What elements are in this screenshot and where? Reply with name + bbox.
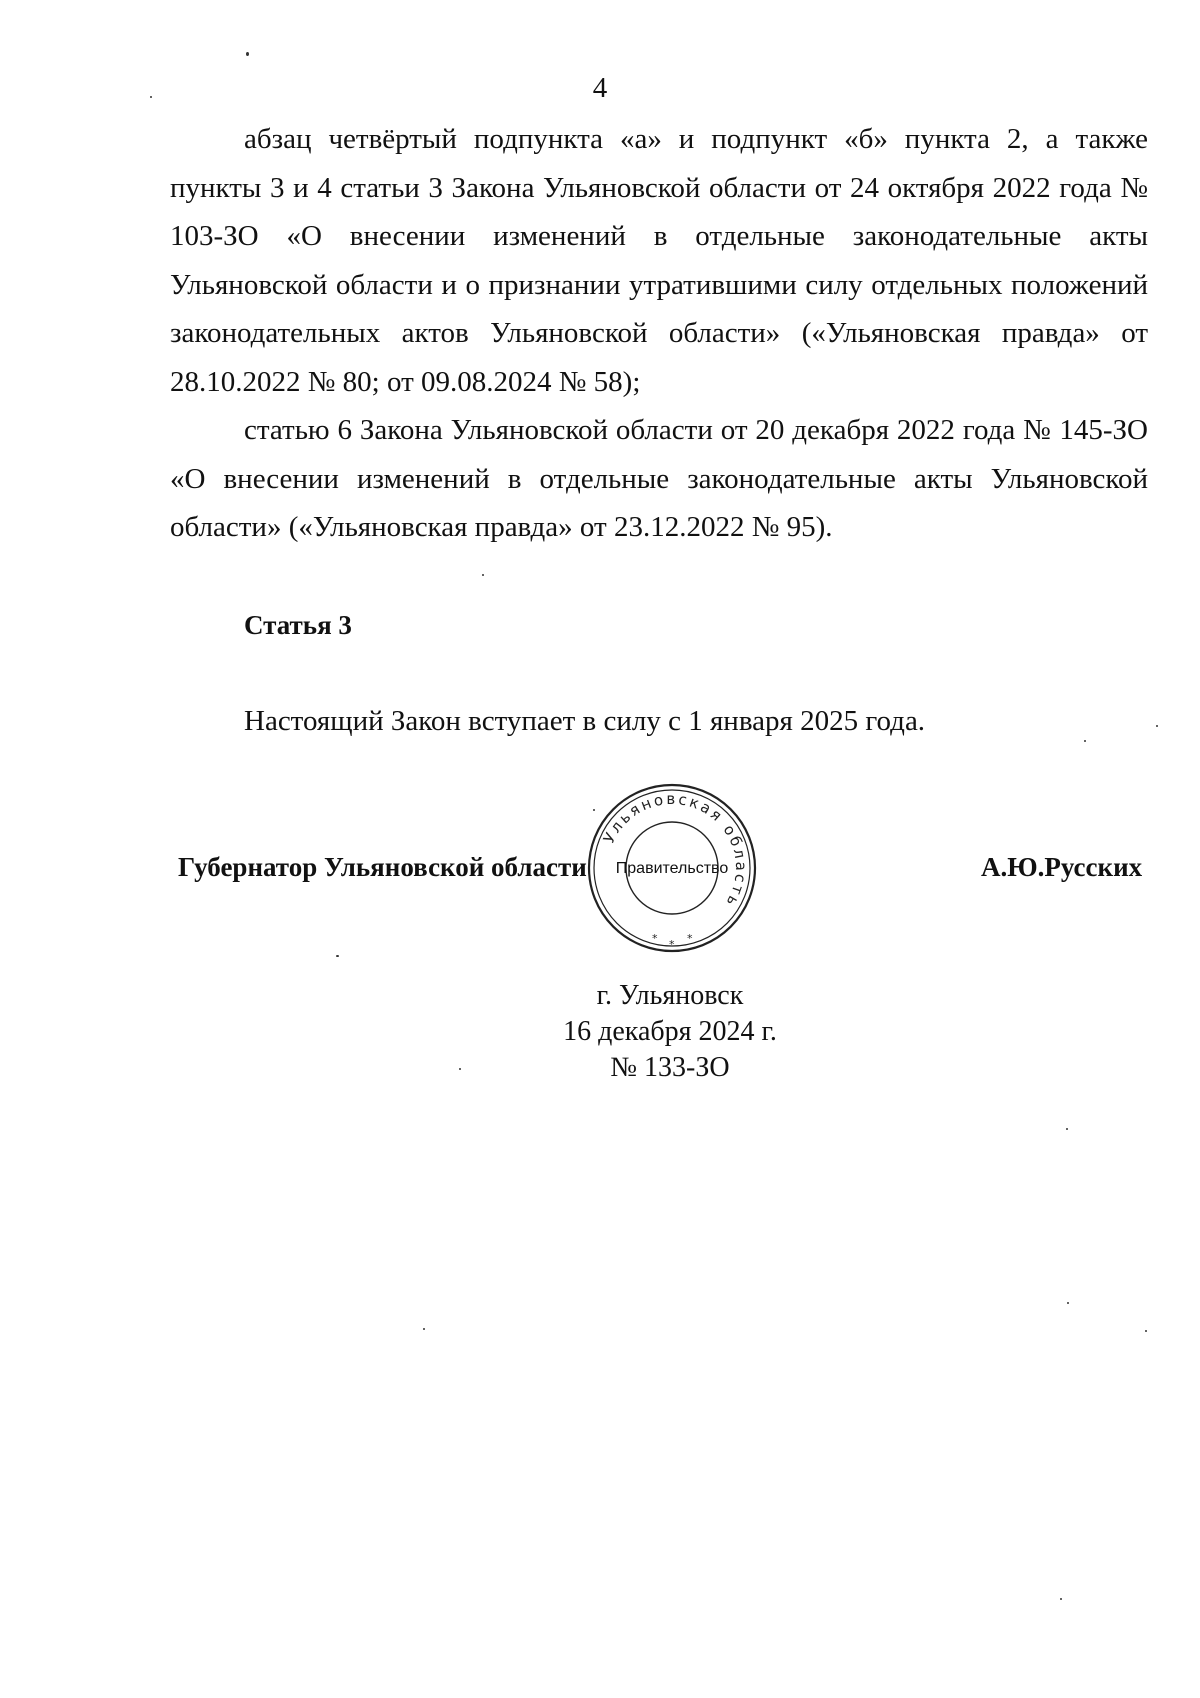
scan-speck [459,1068,461,1070]
page-number: 4 [592,72,608,104]
paragraph-2: статью 6 Закона Ульяновской области от 20 декабря 2022 года № 145-ЗО «О внесении изменений в отдельные законодательные акты Ульяновской области» («Ульяновская правда» от 23.12.2022 № 95). [170,414,1148,543]
scan-speck [246,52,249,56]
scan-speck [1084,740,1086,742]
scan-speck [593,809,595,811]
svg-text:*: * [669,938,675,951]
svg-text:*: * [687,932,693,945]
svg-text:Ульяновская область [600,790,750,911]
scan-speck [1066,1128,1068,1130]
seal-center-text: Правительство [615,860,729,877]
scan-speck [150,96,152,98]
svg-text:*: * [652,932,658,945]
scan-speck [1145,1330,1147,1332]
scan-speck [1156,725,1158,727]
signatory-title: Губернатор Ульяновской области [178,852,587,882]
scan-speck [482,574,484,576]
footer-date: 16 декабря 2024 г. [563,1016,777,1047]
scan-speck [1060,1598,1062,1600]
footer-number: № 133-ЗО [610,1052,730,1083]
signatory-name: А.Ю.Русских [981,852,1143,882]
article-heading: Статья 3 [244,610,352,640]
document-footer [0,978,1200,1086]
footer-city: г. Ульяновск [596,980,744,1011]
body-text [170,115,1148,552]
scan-speck [423,1328,425,1330]
entry-into-force-text: Настоящий Закон вступает в силу с 1 января 2025 года. [244,705,926,737]
scan-speck [336,955,339,957]
seal-outer-text: Ульяновская область [599,789,751,912]
scan-speck [1067,1302,1069,1304]
official-seal [586,782,758,954]
paragraph-1: абзац четвёртый подпункта «а» и подпункт «б» пункта 2, а также пункты 3 и 4 статьи 3 Закона Ульяновской области от 24 октября 2022 года № 103-ЗО «О внесении изменений в отдельные законодательные акты Ульяновской области и о признании утратившими силу отдельных положений законодательных актов Ульяновской области» («Ульяновская правда» от 28.10.2022 № 80; от 09.08.2024 № 58); [170,123,1148,398]
